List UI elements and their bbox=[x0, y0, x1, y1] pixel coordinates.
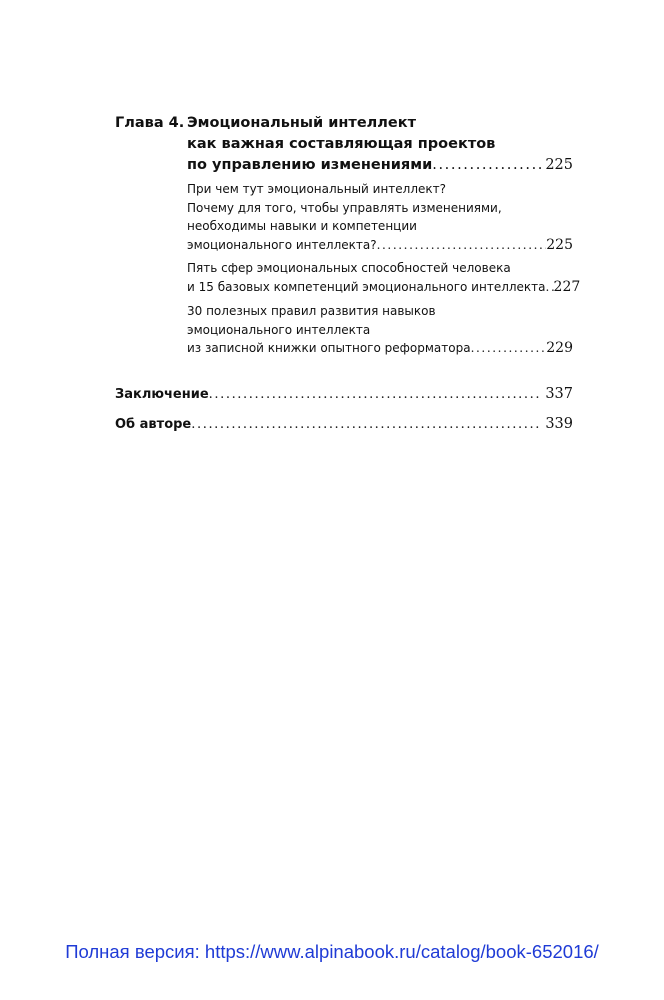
toc-entry-line: Почему для того, чтобы управлять изменениями, bbox=[187, 200, 502, 215]
conclusion-label: Заключение bbox=[115, 387, 209, 402]
toc-entry-five-spheres bbox=[187, 259, 581, 296]
toc-entry-thirty-rules bbox=[187, 302, 573, 358]
chapter-title-line: по управлению изменениями bbox=[187, 157, 433, 173]
dot-leader bbox=[432, 155, 545, 176]
toc-entry-about-author bbox=[115, 414, 573, 435]
dot-leader bbox=[377, 236, 547, 255]
chapter-number: Глава 4. bbox=[115, 115, 185, 131]
dot-leader bbox=[471, 339, 547, 358]
toc-entry-line: При чем тут эмоциональный интеллект? bbox=[187, 182, 447, 196]
toc-entry-line: 30 полезных правил развития навыков bbox=[187, 304, 436, 318]
chapter-page-number: 225 bbox=[545, 157, 573, 173]
toc-entry-leader-row bbox=[115, 414, 573, 435]
toc-entry-conclusion bbox=[115, 384, 573, 405]
about-author-label: Об авторе bbox=[115, 417, 192, 432]
toc-entry-emotional-intelligence-why bbox=[187, 180, 573, 254]
toc-entry-page-number: 227 bbox=[553, 278, 581, 295]
toc-entry-line: эмоционального интеллекта? bbox=[187, 237, 377, 252]
toc-entry-leader-row bbox=[187, 236, 573, 255]
toc-entry-line: Пять сфер эмоциональных способностей человека bbox=[187, 261, 511, 275]
dot-leader bbox=[546, 278, 554, 297]
chapter-title-line: как важная составляющая проектов bbox=[187, 136, 496, 152]
toc-entry-line: и 15 базовых компетенций эмоционального интеллекта bbox=[187, 279, 546, 294]
toc-entry-page-number: 229 bbox=[546, 340, 573, 356]
chapter-title-leader-row bbox=[187, 155, 573, 176]
about-author-page-number: 339 bbox=[545, 416, 573, 432]
toc-entry-line: из записной книжки опытного реформатора bbox=[187, 341, 471, 355]
chapter-title-line: Эмоциональный интеллект bbox=[187, 115, 416, 131]
toc-entry-leader-row bbox=[187, 339, 573, 358]
dot-leader bbox=[191, 415, 539, 435]
full-version-link[interactable]: Полная версия: https://www.alpinabook.ru/catalog/book-652016/ bbox=[65, 941, 599, 962]
chapter-title bbox=[187, 113, 573, 176]
toc-entry-line: эмоционального интеллекта bbox=[187, 322, 371, 337]
toc-entry-leader-row bbox=[187, 278, 581, 297]
toc-entry-page-number: 225 bbox=[546, 236, 573, 253]
dot-leader bbox=[209, 385, 540, 405]
conclusion-page-number: 337 bbox=[545, 386, 573, 402]
toc-entry-line: необходимы навыки и компетенции bbox=[187, 219, 417, 233]
toc-entry-leader-row bbox=[115, 384, 573, 405]
